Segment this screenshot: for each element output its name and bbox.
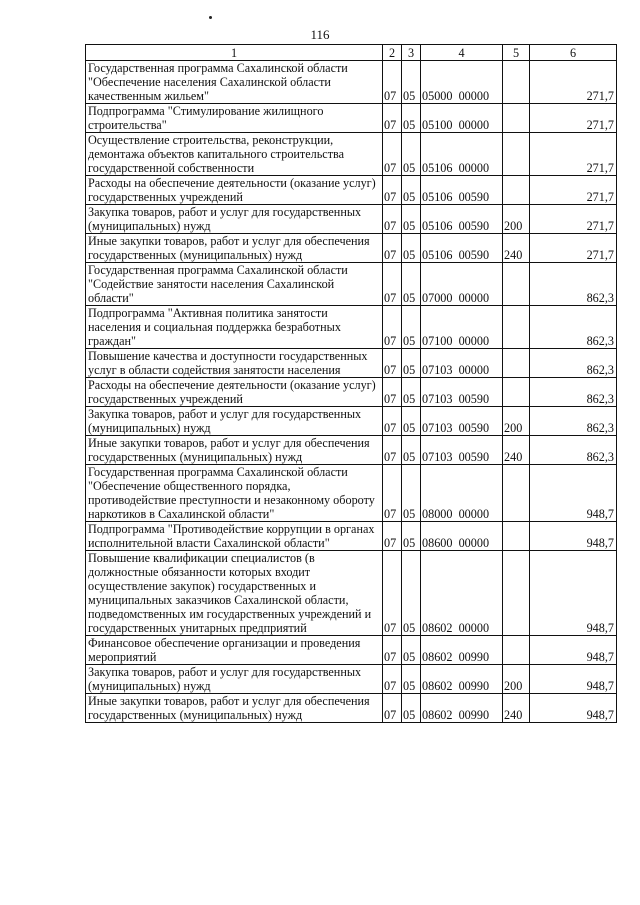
- row-expense-type-cell: [503, 61, 530, 104]
- row-subsection-cell: 05: [402, 665, 421, 694]
- row-target-code-cell: 08600 00000: [421, 522, 503, 551]
- row-expense-type-cell: [503, 133, 530, 176]
- row-target-code-cell: 05106 00590: [421, 205, 503, 234]
- row-name-cell: Закупка товаров, работ и услуг для государственных (муниципальных) нужд: [86, 665, 383, 694]
- row-amount-cell: 948,7: [530, 665, 617, 694]
- header-cell-3: 3: [402, 45, 421, 61]
- row-subsection-cell: 05: [402, 349, 421, 378]
- row-subsection-cell: 05: [402, 176, 421, 205]
- row-subsection-cell: 05: [402, 263, 421, 306]
- row-name-cell: Подпрограмма "Стимулирование жилищного строительства": [86, 104, 383, 133]
- row-section-cell: 07: [383, 378, 402, 407]
- row-subsection-cell: 05: [402, 407, 421, 436]
- row-name-cell: Государственная программа Сахалинской области "Обеспечение общественного порядка, противодействие преступности и незаконному обороту наркотиков в Сахалинской области": [86, 465, 383, 522]
- row-subsection-cell: 05: [402, 234, 421, 263]
- row-name-cell: Государственная программа Сахалинской области "Содействие занятости населения Сахалинской области": [86, 263, 383, 306]
- scan-speck: [209, 16, 212, 19]
- row-subsection-cell: 05: [402, 694, 421, 723]
- row-expense-type-cell: 240: [503, 694, 530, 723]
- row-name-cell: Финансовое обеспечение организации и проведения мероприятий: [86, 636, 383, 665]
- row-section-cell: 07: [383, 205, 402, 234]
- row-section-cell: 07: [383, 551, 402, 636]
- row-name-cell: Иные закупки товаров, работ и услуг для обеспечения государственных (муниципальных) нужд: [86, 234, 383, 263]
- row-section-cell: 07: [383, 407, 402, 436]
- row-amount-cell: 862,3: [530, 349, 617, 378]
- row-name-cell: Расходы на обеспечение деятельности (оказание услуг) государственных учреждений: [86, 378, 383, 407]
- table-row: [86, 551, 617, 636]
- row-name-cell: Подпрограмма "Противодействие коррупции в органах исполнительной власти Сахалинской области": [86, 522, 383, 551]
- row-name-cell: Подпрограмма "Активная политика занятости населения и социальная поддержка безработных граждан": [86, 306, 383, 349]
- row-expense-type-cell: [503, 551, 530, 636]
- row-name-cell: Повышение квалификации специалистов (в должностные обязанности которых входит осуществление закупок) государственных и муниципальных заказчиков Сахалинской области, подведомственных им государственных учреждений и государственных унитарных предприятий: [86, 551, 383, 636]
- row-target-code-cell: 08000 00000: [421, 465, 503, 522]
- row-target-code-cell: 05106 00590: [421, 176, 503, 205]
- table-row: [86, 522, 617, 551]
- row-amount-cell: 948,7: [530, 465, 617, 522]
- row-section-cell: 07: [383, 176, 402, 205]
- row-subsection-cell: 05: [402, 522, 421, 551]
- row-section-cell: 07: [383, 694, 402, 723]
- row-expense-type-cell: [503, 176, 530, 205]
- row-subsection-cell: 05: [402, 636, 421, 665]
- row-amount-cell: 862,3: [530, 378, 617, 407]
- row-section-cell: 07: [383, 436, 402, 465]
- header-cell-1: 1: [86, 45, 383, 61]
- table-row: [86, 636, 617, 665]
- row-expense-type-cell: [503, 522, 530, 551]
- row-expense-type-cell: 200: [503, 665, 530, 694]
- row-section-cell: 07: [383, 522, 402, 551]
- table-row: [86, 407, 617, 436]
- page-number: 116: [310, 27, 330, 42]
- row-amount-cell: 948,7: [530, 694, 617, 723]
- row-expense-type-cell: [503, 263, 530, 306]
- row-target-code-cell: 05106 00590: [421, 234, 503, 263]
- table-row: [86, 133, 617, 176]
- header-cell-4: 4: [421, 45, 503, 61]
- row-target-code-cell: 08602 00990: [421, 694, 503, 723]
- row-subsection-cell: 05: [402, 465, 421, 522]
- row-expense-type-cell: [503, 465, 530, 522]
- row-target-code-cell: 08602 00000: [421, 551, 503, 636]
- table-row: [86, 465, 617, 522]
- row-name-cell: Государственная программа Сахалинской области "Обеспечение населения Сахалинской области качественным жильем": [86, 61, 383, 104]
- row-section-cell: 07: [383, 665, 402, 694]
- row-name-cell: Расходы на обеспечение деятельности (оказание услуг) государственных учреждений: [86, 176, 383, 205]
- table-row: [86, 61, 617, 104]
- row-section-cell: 07: [383, 636, 402, 665]
- row-section-cell: 07: [383, 263, 402, 306]
- row-amount-cell: 271,7: [530, 176, 617, 205]
- table-row: [86, 263, 617, 306]
- row-target-code-cell: 07103 00590: [421, 378, 503, 407]
- row-amount-cell: 862,3: [530, 436, 617, 465]
- row-subsection-cell: 05: [402, 205, 421, 234]
- row-amount-cell: 862,3: [530, 407, 617, 436]
- header-row: [86, 45, 617, 61]
- row-amount-cell: 271,7: [530, 133, 617, 176]
- row-target-code-cell: 07103 00590: [421, 436, 503, 465]
- row-expense-type-cell: [503, 636, 530, 665]
- row-target-code-cell: 07100 00000: [421, 306, 503, 349]
- row-section-cell: 07: [383, 349, 402, 378]
- table-row: [86, 205, 617, 234]
- row-section-cell: 07: [383, 133, 402, 176]
- row-amount-cell: 271,7: [530, 205, 617, 234]
- row-expense-type-cell: 240: [503, 436, 530, 465]
- row-target-code-cell: 05000 00000: [421, 61, 503, 104]
- row-name-cell: Повышение качества и доступности государственных услуг в области содействия занятости населения: [86, 349, 383, 378]
- row-expense-type-cell: [503, 349, 530, 378]
- row-section-cell: 07: [383, 465, 402, 522]
- row-subsection-cell: 05: [402, 133, 421, 176]
- row-expense-type-cell: 200: [503, 407, 530, 436]
- header-cell-6: 6: [530, 45, 617, 61]
- table-row: [86, 104, 617, 133]
- row-expense-type-cell: [503, 306, 530, 349]
- row-section-cell: 07: [383, 306, 402, 349]
- row-subsection-cell: 05: [402, 436, 421, 465]
- budget-table: [85, 44, 617, 723]
- row-subsection-cell: 05: [402, 104, 421, 133]
- table-row: [86, 665, 617, 694]
- row-subsection-cell: 05: [402, 378, 421, 407]
- row-subsection-cell: 05: [402, 306, 421, 349]
- row-expense-type-cell: [503, 104, 530, 133]
- row-section-cell: 07: [383, 104, 402, 133]
- row-name-cell: Иные закупки товаров, работ и услуг для обеспечения государственных (муниципальных) нужд: [86, 694, 383, 723]
- row-amount-cell: 862,3: [530, 306, 617, 349]
- row-amount-cell: 271,7: [530, 104, 617, 133]
- table-row: [86, 176, 617, 205]
- row-amount-cell: 948,7: [530, 551, 617, 636]
- table-row: [86, 694, 617, 723]
- row-expense-type-cell: 200: [503, 205, 530, 234]
- row-subsection-cell: 05: [402, 551, 421, 636]
- row-section-cell: 07: [383, 234, 402, 263]
- row-target-code-cell: 07103 00000: [421, 349, 503, 378]
- row-subsection-cell: 05: [402, 61, 421, 104]
- table-row: [86, 436, 617, 465]
- row-expense-type-cell: 240: [503, 234, 530, 263]
- row-target-code-cell: 05106 00000: [421, 133, 503, 176]
- header-cell-2: 2: [383, 45, 402, 61]
- row-target-code-cell: 08602 00990: [421, 636, 503, 665]
- row-name-cell: Иные закупки товаров, работ и услуг для обеспечения государственных (муниципальных) нужд: [86, 436, 383, 465]
- header-cell-5: 5: [503, 45, 530, 61]
- row-name-cell: Закупка товаров, работ и услуг для государственных (муниципальных) нужд: [86, 407, 383, 436]
- row-amount-cell: 271,7: [530, 61, 617, 104]
- row-section-cell: 07: [383, 61, 402, 104]
- table-row: [86, 378, 617, 407]
- row-expense-type-cell: [503, 378, 530, 407]
- row-target-code-cell: 07103 00590: [421, 407, 503, 436]
- row-target-code-cell: 05100 00000: [421, 104, 503, 133]
- row-amount-cell: 862,3: [530, 263, 617, 306]
- row-amount-cell: 948,7: [530, 522, 617, 551]
- table-row: [86, 234, 617, 263]
- row-amount-cell: 271,7: [530, 234, 617, 263]
- row-name-cell: Осуществление строительства, реконструкции, демонтажа объектов капитального строительства государственной собственности: [86, 133, 383, 176]
- row-target-code-cell: 08602 00990: [421, 665, 503, 694]
- row-name-cell: Закупка товаров, работ и услуг для государственных (муниципальных) нужд: [86, 205, 383, 234]
- table-row: [86, 349, 617, 378]
- row-target-code-cell: 07000 00000: [421, 263, 503, 306]
- row-amount-cell: 948,7: [530, 636, 617, 665]
- table-row: [86, 306, 617, 349]
